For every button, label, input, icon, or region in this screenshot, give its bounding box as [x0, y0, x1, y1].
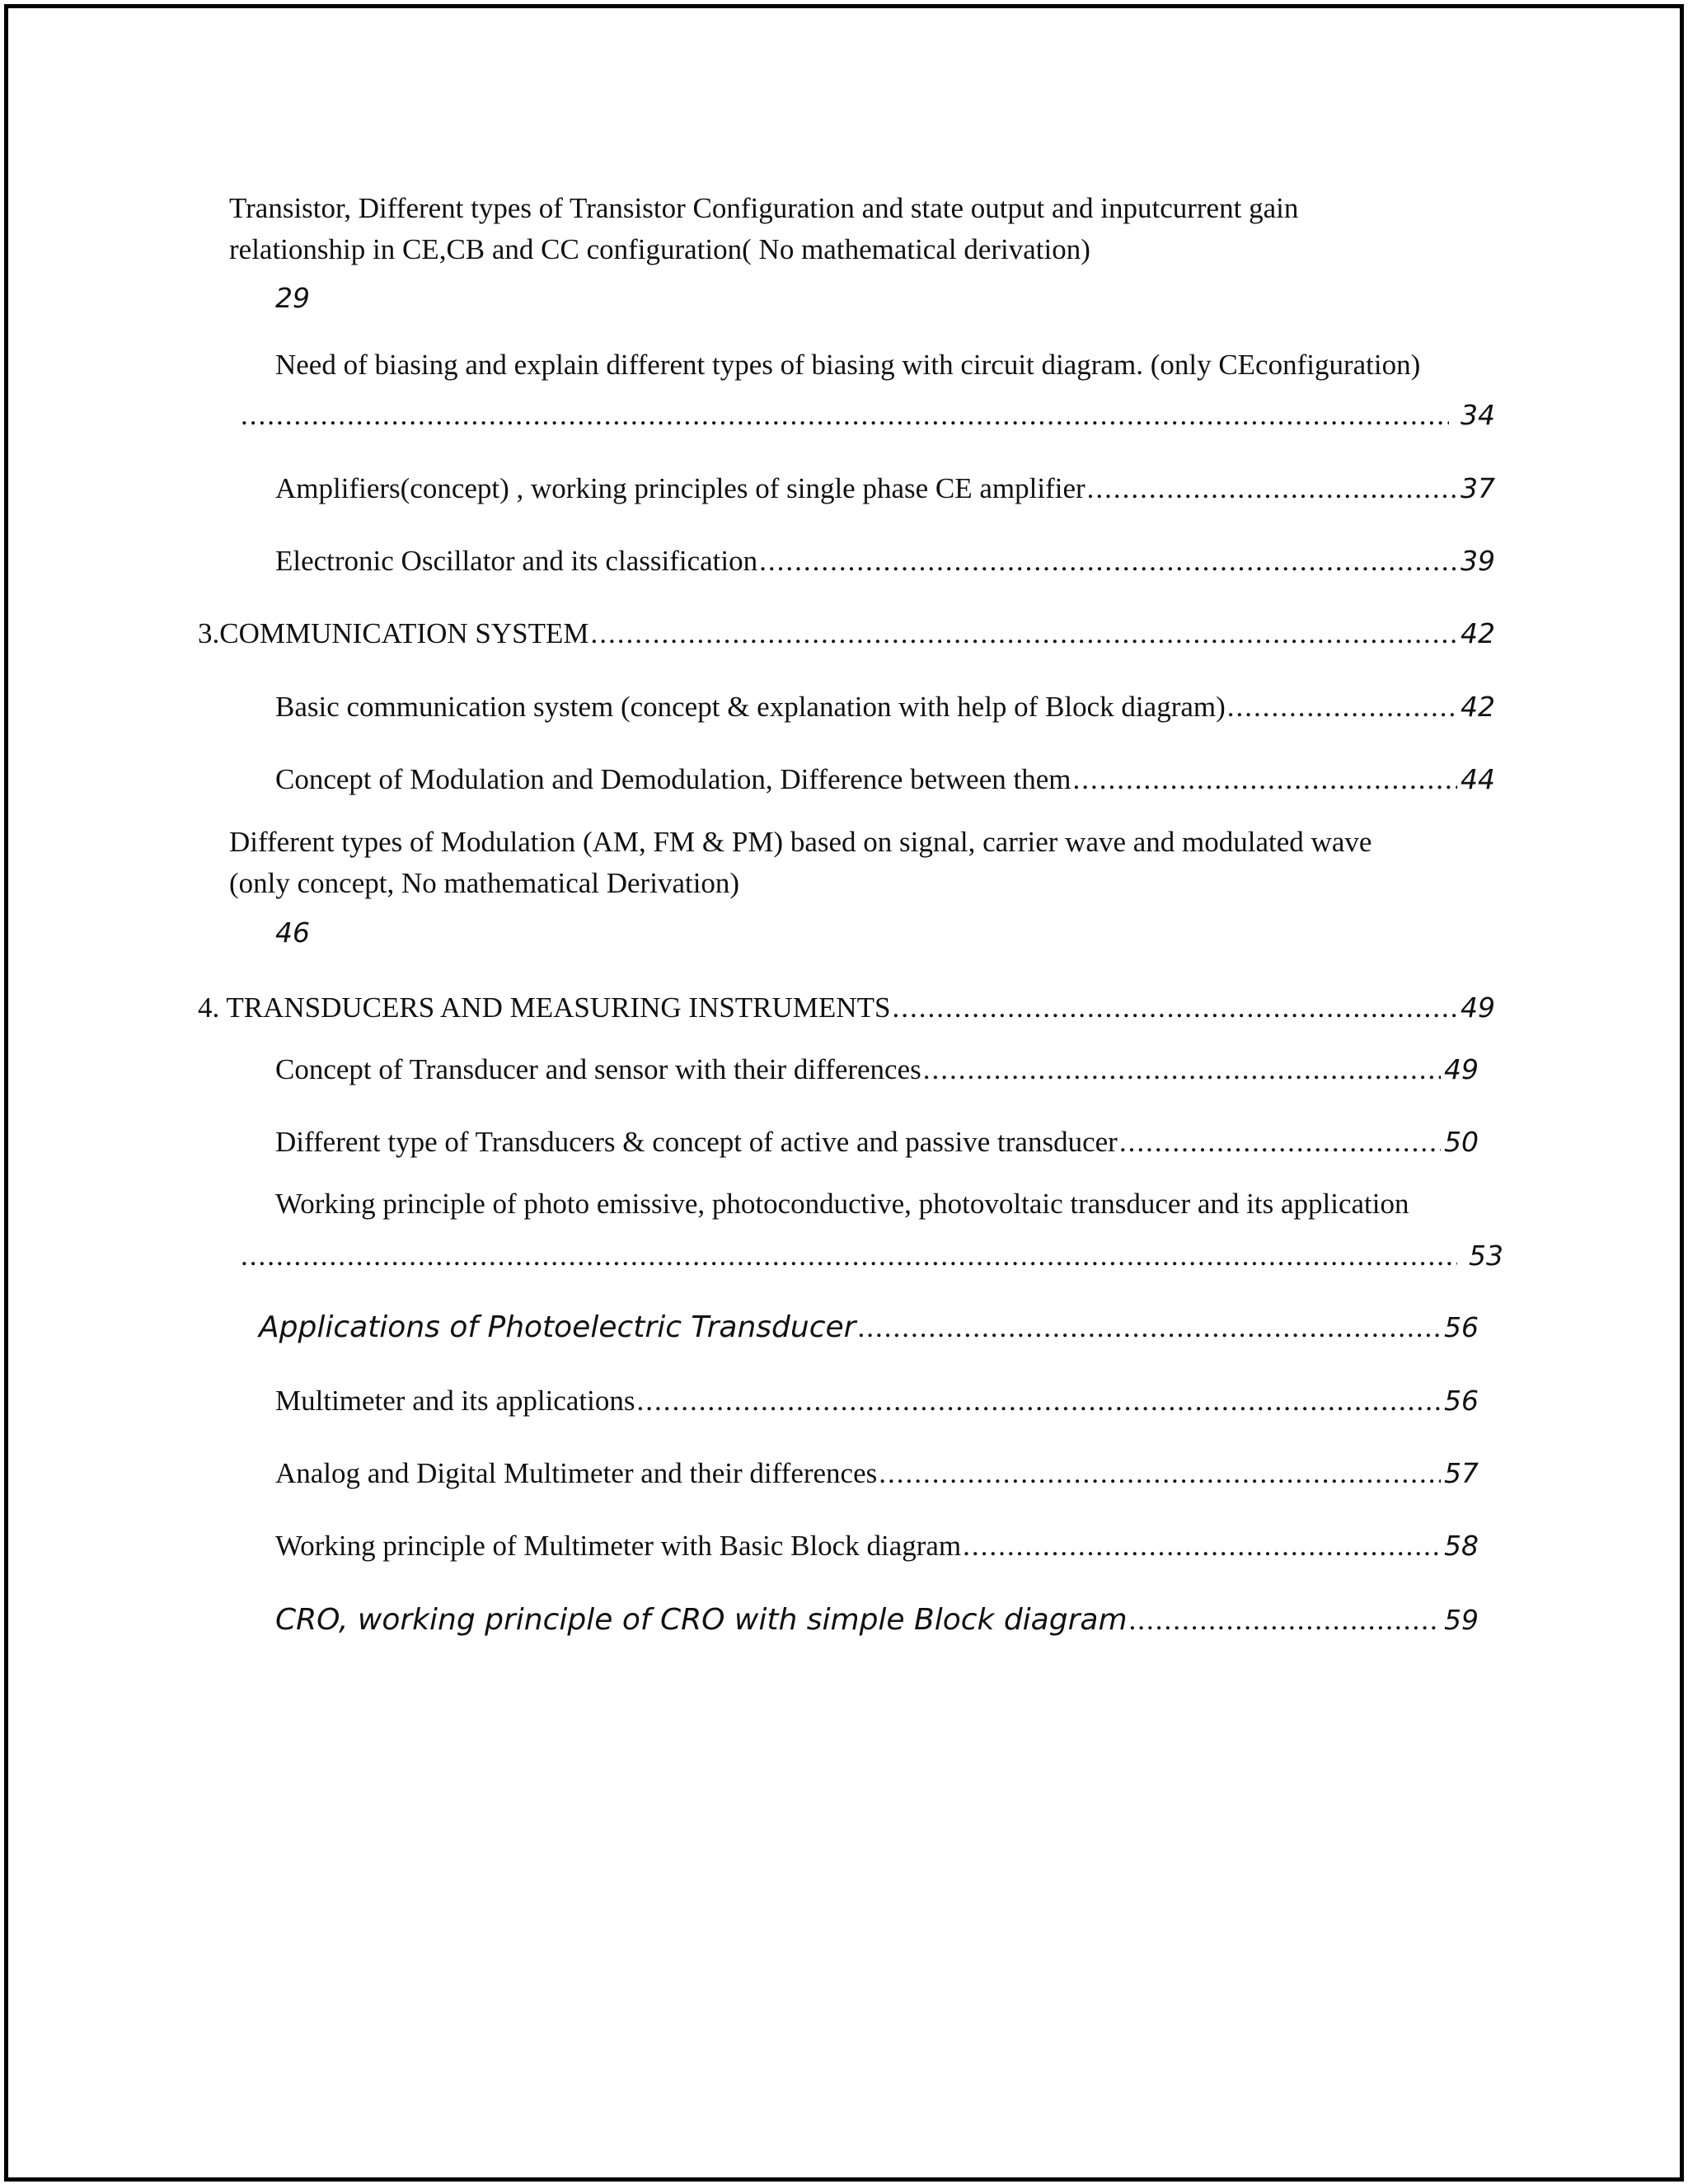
dot-leader [1129, 1600, 1441, 1641]
toc-entry-transducer-sensor[interactable] [275, 1049, 1492, 1090]
toc-entry-text: Electronic Oscillator and its classification [275, 545, 758, 577]
toc-entry-photo-transducer[interactable] [275, 1183, 1409, 1225]
toc-entry-text: Amplifiers(concept) , working principles of single phase CE amplifier [275, 472, 1085, 504]
toc-section-title: 4. TRANSDUCERS AND MEASURING INSTRUMENTS [198, 991, 891, 1024]
toc-entry-modulation-types[interactable] [229, 822, 1482, 904]
toc-entry-basic-communication[interactable] [275, 687, 1508, 728]
toc-page-number: 56 [1444, 1311, 1479, 1343]
toc-entry-text: Basic communication system (concept & explanation with help of Block diagram) [275, 691, 1226, 723]
toc-entry-text: Different types of Modulation (AM, FM & PM) based on signal, carrier wave and modulated wave [229, 826, 1372, 858]
toc-page-number: 59 [1444, 1604, 1479, 1636]
toc-entry-modulation-concept[interactable] [275, 759, 1508, 800]
toc-page-number: 56 [1444, 1385, 1479, 1417]
toc-entry-text: Analog and Digital Multimeter and their differences [275, 1457, 878, 1489]
toc-page-number: 58 [1444, 1530, 1479, 1562]
toc-page-number: 42 [1461, 691, 1495, 723]
toc-page-number: 44 [1461, 763, 1495, 795]
toc-entry-amplifiers[interactable] [275, 468, 1508, 509]
dot-leader [241, 397, 1449, 434]
toc-entry-biasing[interactable] [275, 344, 1420, 386]
toc-page-number: 42 [1461, 617, 1495, 649]
toc-entry-text: Need of biasing and explain different types of biasing with circuit diagram. (only CEconfiguration) [275, 349, 1421, 381]
toc-entry-text: Concept of Transducer and sensor with their differences [275, 1053, 921, 1085]
dot-leader [923, 1049, 1441, 1090]
toc-entry-analog-digital[interactable] [275, 1453, 1492, 1494]
toc-entry-text: Concept of Modulation and Demodulation, Difference between them [275, 763, 1071, 795]
toc-entry-multimeter[interactable] [275, 1380, 1492, 1422]
toc-entry-text: Applications of Photoelectric Transducer [259, 1310, 856, 1344]
dot-leader [241, 1238, 1457, 1274]
dot-leader [892, 987, 1457, 1029]
toc-entry-transistor-config[interactable] [229, 188, 1482, 270]
dot-leader [1072, 759, 1457, 800]
toc-entry-text: Transistor, Different types of Transistor Configuration and state output and inputcurrent gain [229, 192, 1299, 224]
dot-leader [857, 1307, 1441, 1348]
toc-entry-text: Multimeter and its applications [275, 1385, 635, 1417]
dot-leader [963, 1526, 1441, 1567]
toc-page-number: 29 [275, 282, 310, 314]
toc-page-number: 46 [275, 916, 310, 949]
dot-leader [1119, 1122, 1441, 1163]
toc-entry-text: CRO, working principle of CRO with simple Block diagram [275, 1603, 1128, 1637]
dot-leader [759, 541, 1457, 582]
toc-leader-row [239, 397, 1508, 434]
toc-entry-text: relationship in CE,CB and CC configuration( No mathematical derivation) [229, 233, 1090, 265]
dot-leader [590, 613, 1457, 654]
toc-page-number: 34 [1461, 399, 1495, 431]
toc-leader-row [239, 1238, 1517, 1274]
page-frame [4, 4, 1684, 2182]
dot-leader [636, 1380, 1441, 1422]
dot-leader [1227, 687, 1457, 728]
toc-section-title: 3.COMMUNICATION SYSTEM [198, 617, 589, 649]
toc-page-number: 49 [1461, 991, 1495, 1024]
toc-entry-photoelectric-applications[interactable] [259, 1307, 1492, 1348]
toc-entry-cro[interactable] [275, 1600, 1492, 1641]
toc-entry-text: Working principle of Multimeter with Basic Block diagram [275, 1530, 962, 1562]
toc-entry-transducer-types[interactable] [275, 1122, 1492, 1163]
toc-page-number: 37 [1461, 472, 1495, 504]
toc-entry-oscillator[interactable] [275, 541, 1508, 582]
toc-section-communication[interactable] [198, 613, 1508, 654]
toc-page-number: 49 [1444, 1053, 1479, 1085]
toc-entry-text: (only concept, No mathematical Derivation) [229, 867, 740, 899]
toc-page-number: 57 [1444, 1457, 1479, 1489]
toc-entry-text: Working principle of photo emissive, photoconductive, photovoltaic transducer and its application [275, 1188, 1409, 1220]
toc-section-transducers[interactable] [198, 987, 1508, 1029]
toc-entry-text: Different type of Transducers & concept of active and passive transducer [275, 1126, 1118, 1158]
dot-leader [1087, 468, 1457, 509]
dot-leader [879, 1453, 1441, 1494]
toc-entry-multimeter-working[interactable] [275, 1526, 1492, 1567]
toc-page-number: 50 [1444, 1126, 1479, 1158]
toc-page-number: 53 [1469, 1240, 1503, 1272]
toc-page-number: 39 [1461, 545, 1495, 577]
